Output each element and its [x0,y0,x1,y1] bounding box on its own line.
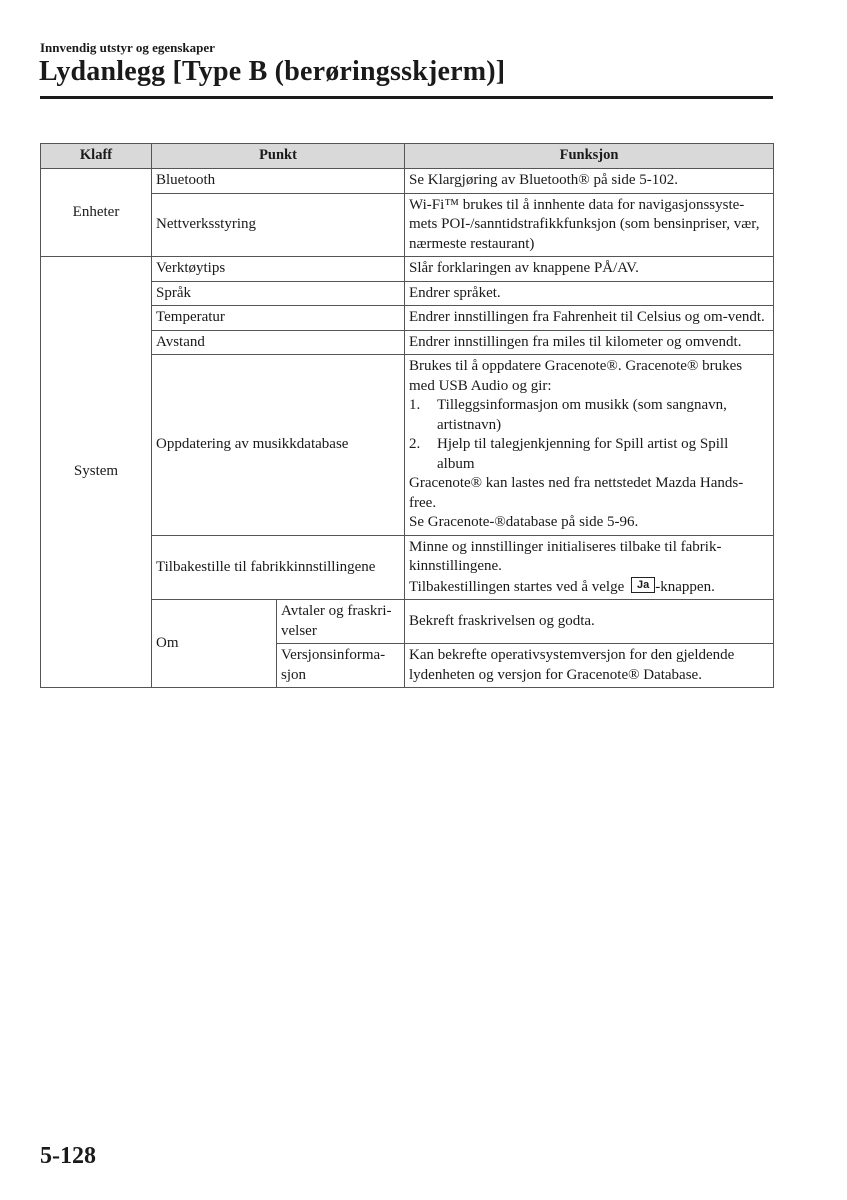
punkt-verktoytips: Verktøytips [152,257,405,282]
list-text: Tilleggsinformasjon om musikk (som sangnavn, artistnavn) [437,397,727,433]
punkt-om: Om [152,600,277,688]
fabrikk-text-after: -knappen. [655,578,715,595]
punkt-fabrikkinnstillinger: Tilbakestille til fabrikkinnstillingene [152,535,405,600]
funksjon-avtaler: Bekreft fraskrivelsen og godta. [405,600,774,644]
list-item [409,435,769,474]
header-klaff: Klaff [41,144,152,169]
header-funksjon: Funksjon [405,144,774,169]
ja-button-icon: Ja [631,577,655,593]
punkt-nettverksstyring: Nettverksstyring [152,193,405,257]
sub-versjon: Versjonsinforma-sjon [277,644,405,688]
sub-avtaler: Avtaler og fraskri-velser [277,600,405,644]
funksjon-nettverksstyring: Wi-Fi™ brukes til å innhente data for navigasjonssyste-mets POI-/sanntidstrafikkfunksjon (som bensinpriser, vær, nærmeste restaurant) [405,193,774,257]
table-header-row [41,144,774,169]
page-number: 5-128 [40,1143,96,1169]
punkt-avstand: Avstand [152,330,405,355]
musikk-download: Gracenote® kan lastes ned fra nettstedet Mazda Hands-free. [409,475,744,511]
list-text: Hjelp til talegjenkjenning for Spill artist og Spill album [437,436,729,472]
funksjon-versjon: Kan bekrefte operativsystemversjon for den gjeldende lydenheten og versjon for Gracenote® Database. [405,644,774,688]
funksjon-musikkdatabase [405,355,774,536]
funksjon-verktoytips: Slår forklaringen av knappene PÅ/AV. [405,257,774,282]
fabrikk-text-before: Tilbakestillingen startes ved å velge [409,578,625,595]
musikk-intro: Brukes til å oppdatere Gracenote®. Gracenote® brukes med USB Audio og gir: [409,358,743,394]
list-number: 1. [409,397,421,413]
funksjon-fabrikkinnstillinger [405,535,774,600]
fabrikk-line2 [409,577,769,598]
punkt-sprak: Språk [152,281,405,306]
table-row [41,169,774,194]
punkt-bluetooth: Bluetooth [152,169,405,194]
list-item [409,396,769,435]
title-divider [40,96,773,99]
section-header: Innvendig utstyr og egenskaper [40,40,215,55]
page-title: Lydanlegg [Type B (berøringsskjerm)] [39,56,506,87]
funksjon-sprak: Endrer språket. [405,281,774,306]
table-row [41,257,774,282]
funksjon-avstand: Endrer innstillingen fra miles til kilometer og omvendt. [405,330,774,355]
fabrikk-line1: Minne og innstillinger initialiseres tilbake til fabrik-kinnstillingene. [409,538,722,574]
punkt-temperatur: Temperatur [152,306,405,331]
funksjon-temperatur: Endrer innstillingen fra Fahrenheit til Celsius og om-vendt. [405,306,774,331]
punkt-musikkdatabase: Oppdatering av musikkdatabase [152,355,405,536]
settings-table [40,143,774,688]
musikk-see: Se Gracenote-®database på side 5-96. [409,514,639,530]
klaff-enheter: Enheter [41,169,152,257]
funksjon-bluetooth: Se Klargjøring av Bluetooth® på side 5-102. [405,169,774,194]
list-number: 2. [409,436,421,452]
klaff-system: System [41,257,152,688]
header-punkt: Punkt [152,144,405,169]
